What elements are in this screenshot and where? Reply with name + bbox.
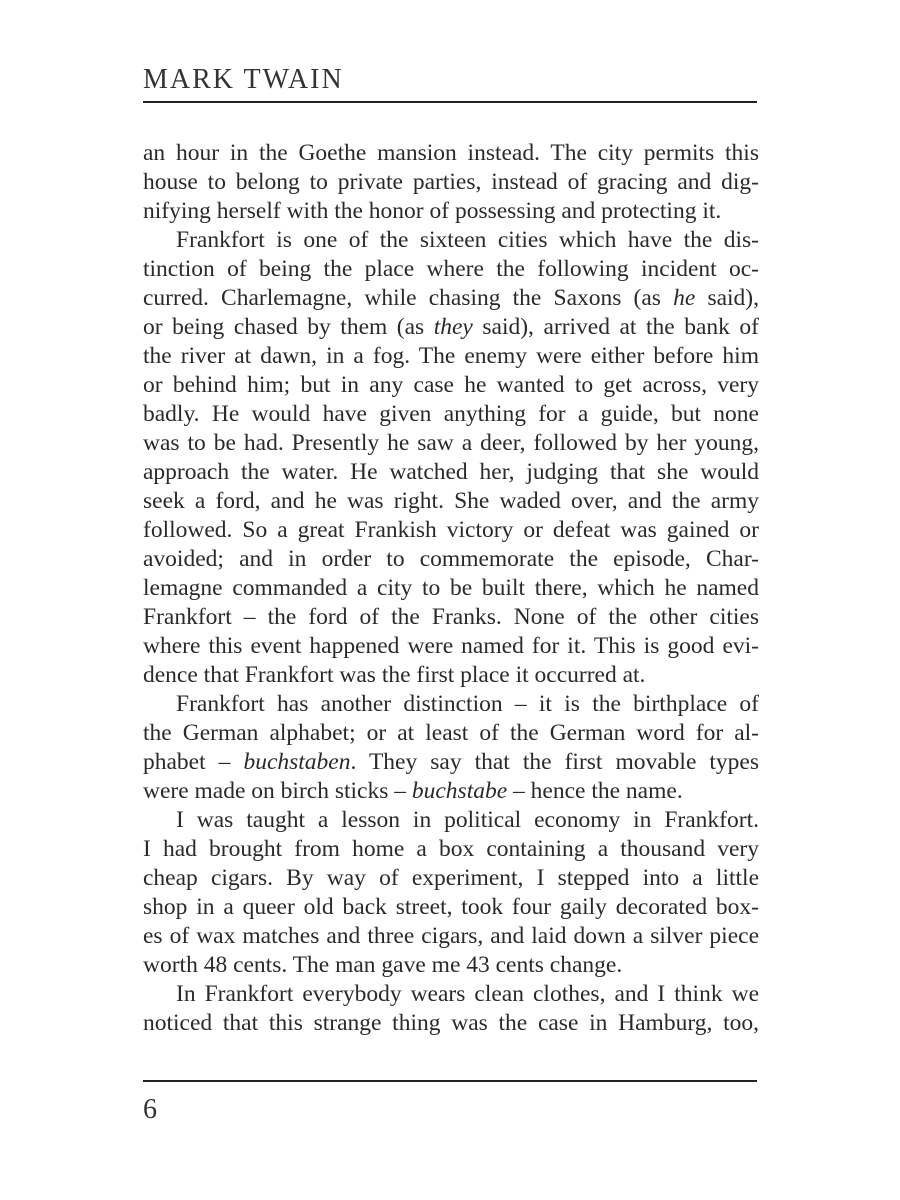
text-line — [143, 487, 759, 516]
line-text: seek a ford, and he was right. She waded over, and the army — [143, 488, 759, 514]
text-line — [143, 371, 759, 400]
text-line — [143, 226, 759, 255]
line-text: followed. So a great Frankish victory or defeat was gained or — [143, 517, 759, 543]
line-text: were made on birch sticks – — [143, 778, 412, 804]
text-line — [143, 777, 759, 806]
running-title: MARK TWAIN — [143, 64, 344, 95]
line-text: was to be had. Presently he saw a deer, followed by her young, — [143, 430, 759, 456]
text-line — [143, 574, 759, 603]
line-text: nifying herself with the honor of possessing and protecting it. — [143, 198, 722, 224]
line-text: tinction of being the place where the following incident oc- — [143, 256, 759, 282]
italic-word: buchstabe — [411, 778, 508, 804]
text-line — [143, 284, 759, 313]
line-text: avoided; and in order to commemorate the episode, Char- — [143, 546, 759, 572]
line-text: Frankfort – the ford of the Franks. None of the other cities — [143, 604, 759, 630]
text-line — [143, 980, 759, 1009]
line-text: shop in a queer old back street, took four gaily decorated box- — [143, 894, 759, 920]
line-text: I had brought from home a box containing a thousand very — [143, 836, 759, 862]
text-line — [143, 951, 759, 980]
line-text: In Frankfort everybody wears clean clothes, and I think we — [176, 981, 759, 1007]
italic-word: buchstaben — [243, 749, 351, 775]
italic-word: they — [433, 314, 473, 340]
text-line — [143, 690, 759, 719]
line-text: Frankfort is one of the sixteen cities which have the dis- — [176, 227, 759, 253]
line-text: es of wax matches and three cigars, and laid down a silver piece — [143, 923, 759, 949]
text-line — [143, 806, 759, 835]
text-line — [143, 835, 759, 864]
body-text — [143, 139, 759, 1038]
line-text: an hour in the Goethe mansion instead. The city permits this — [143, 140, 759, 166]
line-text: or being chased by them (as — [143, 314, 434, 340]
text-line — [143, 168, 759, 197]
text-line — [143, 661, 759, 690]
text-line — [143, 864, 759, 893]
text-line — [143, 400, 759, 429]
footer-rule — [143, 1080, 757, 1082]
line-text: approach the water. He watched her, judging that she would — [143, 459, 759, 485]
line-text: I was taught a lesson in political economy in Frankfort. — [176, 807, 759, 833]
header-rule — [143, 101, 757, 103]
text-line — [143, 429, 759, 458]
line-text-after: said), — [695, 285, 759, 311]
page-number: 6 — [143, 1094, 157, 1125]
text-line — [143, 342, 759, 371]
line-text-after: said), arrived at the bank of — [472, 314, 759, 340]
text-line — [143, 516, 759, 545]
line-text: lemagne commanded a city to be built there, which he named — [143, 575, 759, 601]
line-text: curred. Charlemagne, while chasing the Saxons (as — [143, 285, 674, 311]
text-line — [143, 197, 759, 226]
line-text: where this event happened were named for it. This is good evi- — [143, 633, 759, 659]
italic-word: he — [673, 285, 696, 311]
line-text: house to belong to private parties, instead of gracing and dig- — [143, 169, 759, 195]
line-text-after: . They say that the first movable types — [350, 749, 759, 775]
line-text: the river at dawn, in a fog. The enemy were either before him — [143, 343, 759, 369]
line-text: the German alphabet; or at least of the German word for al- — [143, 720, 759, 746]
line-text: Frankfort has another distinction – it is the birthplace of — [176, 691, 759, 717]
line-text: badly. He would have given anything for a guide, but none — [143, 401, 759, 427]
text-line — [143, 458, 759, 487]
text-line — [143, 719, 759, 748]
line-text: or behind him; but in any case he wanted to get across, very — [143, 372, 759, 398]
text-line — [143, 139, 759, 168]
text-line — [143, 893, 759, 922]
line-text: dence that Frankfort was the first place it occurred at. — [143, 662, 646, 688]
text-line — [143, 922, 759, 951]
text-line — [143, 313, 759, 342]
text-line — [143, 748, 759, 777]
line-text: cheap cigars. By way of experiment, I stepped into a little — [143, 865, 759, 891]
line-text: worth 48 cents. The man gave me 43 cents change. — [143, 952, 623, 978]
line-text: phabet – — [143, 749, 244, 775]
text-line — [143, 632, 759, 661]
text-line — [143, 545, 759, 574]
running-header — [143, 62, 757, 103]
text-line — [143, 255, 759, 284]
line-text-after: – hence the name. — [507, 778, 683, 804]
text-line — [143, 603, 759, 632]
text-line — [143, 1009, 759, 1038]
line-text: noticed that this strange thing was the case in Hamburg, too, — [143, 1010, 759, 1036]
